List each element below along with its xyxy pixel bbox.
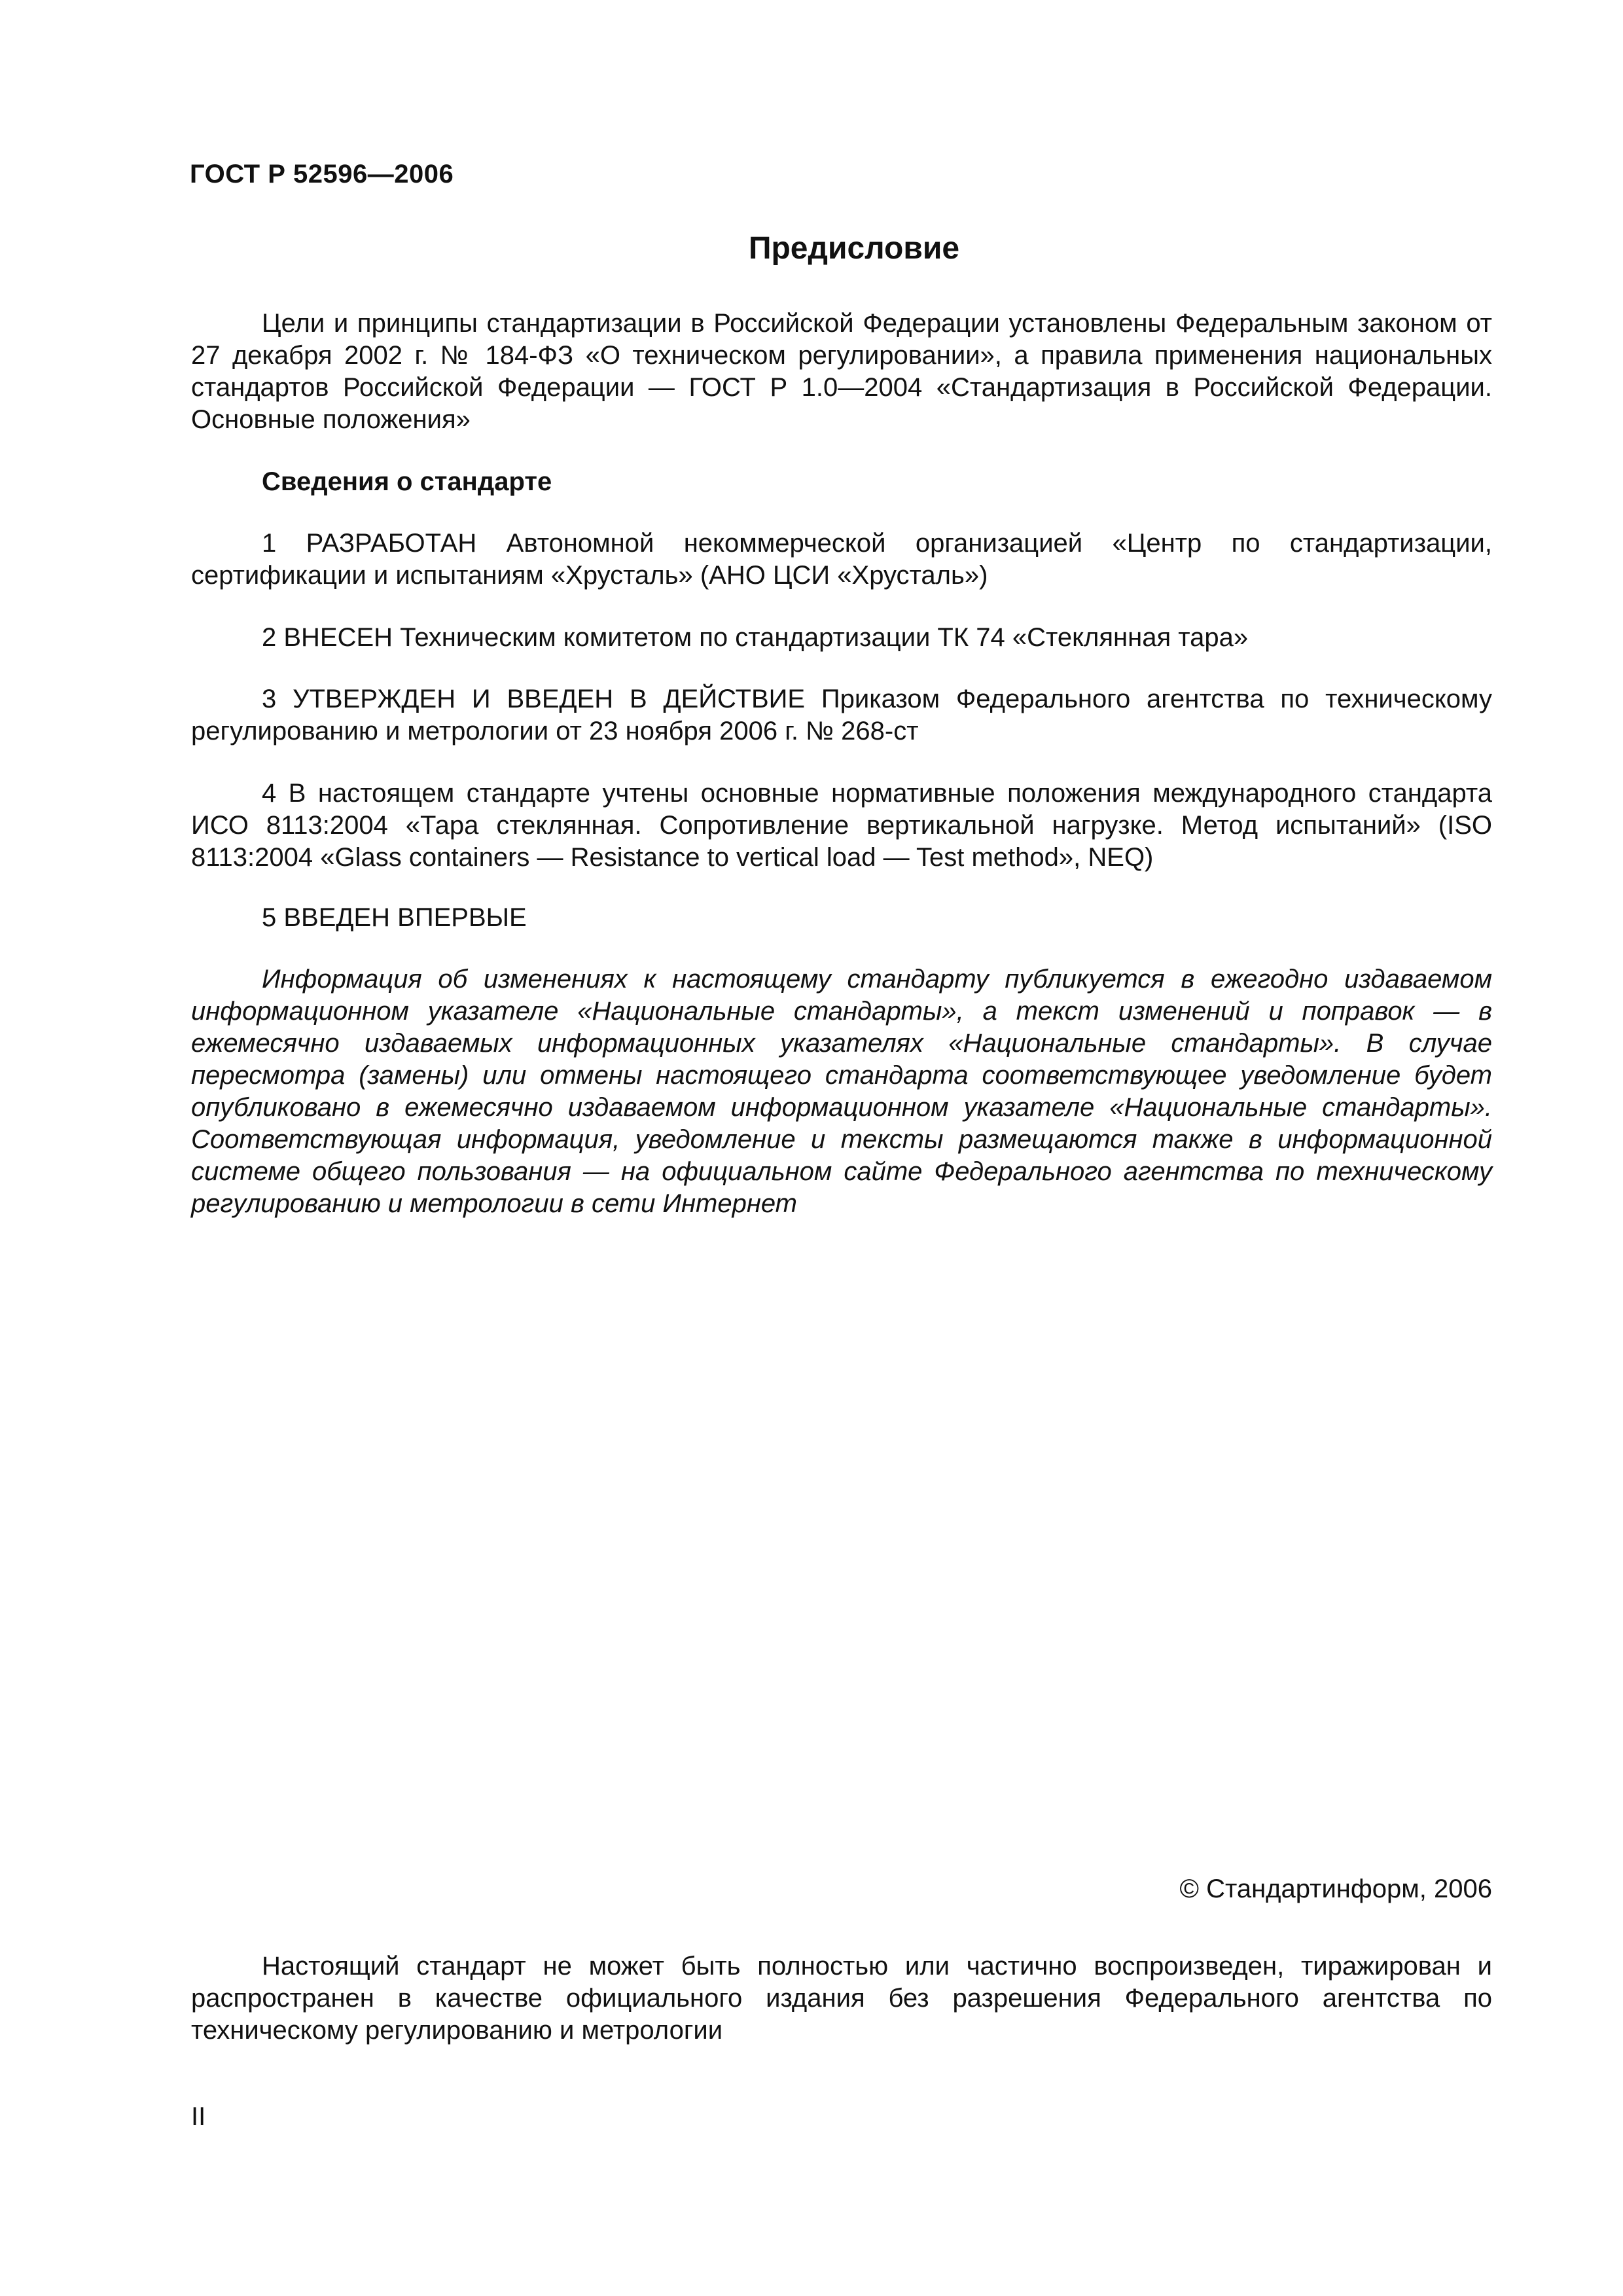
page-title: Предисловие xyxy=(748,231,960,266)
item-3-block xyxy=(191,683,1492,747)
standard-code: ГОСТ Р 52596—2006 xyxy=(190,160,454,188)
info-note-paragraph: Информация об изменениях к настоящему стандарту публикуется в ежегодно издаваемом информационном указателе «Национальные стандарты», а текст изменений и поправок — в ежемесячно издаваемых информационных указателях «Национальные стандарты». В случае пересмотра (замены) или отмены настоящего стандарта соответствующее уведомление будет опубликовано в ежемесячно издаваемом информационном указателе «Национальные стандарты». Соответствующая информация, уведомление и тексты размещаются также в информационной системе общего пользования — на официальном сайте Федерального агентства по техническому регулированию и метрологии в сети Интернет xyxy=(191,965,1492,1218)
item-5-block xyxy=(191,902,1492,934)
item-1-block xyxy=(191,528,1492,592)
info-item-3: 3 УТВЕРЖДЕН И ВВЕДЕН В ДЕЙСТВИЕ Приказом Федерального агентства по техническому регулированию и метрологии от 23 ноября 2006 г. № 268-ст xyxy=(191,685,1492,745)
info-item-5: 5 ВВЕДЕН ВПЕРВЫЕ xyxy=(262,903,527,932)
info-item-2: 2 ВНЕСЕН Техническим комитетом по стандартизации ТК 74 «Стеклянная тара» xyxy=(262,623,1249,652)
info-item-1: 1 РАЗРАБОТАН Автономной некоммерческой организацией «Центр по стандартизации, сертификации и испытаниям «Хрусталь» (АНО ЦСИ «Хрусталь») xyxy=(191,529,1492,590)
item-2-block xyxy=(191,622,1492,654)
reproduction-notice: Настоящий стандарт не может быть полностью или частично воспроизведен, тиражирован и распространен в качестве официального издания без разрешения Федерального агентства по техническому регулированию и метрологии xyxy=(191,1952,1492,2045)
intro-paragraph: Цели и принципы стандартизации в Российской Федерации установлены Федеральным законом от 27 декабря 2002 г. № 184-ФЗ «О техническом регулировании», а правила применения национальных стандартов Российской Федерации — ГОСТ Р 1.0—2004 «Стандартизация в Российской Федерации. Основные положения» xyxy=(191,309,1492,434)
reproduction-notice-block xyxy=(191,1950,1492,2047)
page-number: II xyxy=(191,2102,206,2131)
intro-block xyxy=(191,308,1492,436)
info-item-4: 4 В настоящем стандарте учтены основные нормативные положения международного стандарта ИСО 8113:2004 «Тара стеклянная. Сопротивление вертикальной нагрузке. Метод испытаний» (ISO 8113:2004 «Glass containers — Resistance to vertical load — Test method», NEQ) xyxy=(191,779,1492,872)
copyright-line: © Стандартинформ, 2006 xyxy=(1179,1874,1492,1903)
info-note-block xyxy=(191,963,1492,1220)
item-4-block xyxy=(191,778,1492,874)
info-heading-block xyxy=(191,466,1492,498)
info-heading: Сведения о стандарте xyxy=(262,467,552,496)
